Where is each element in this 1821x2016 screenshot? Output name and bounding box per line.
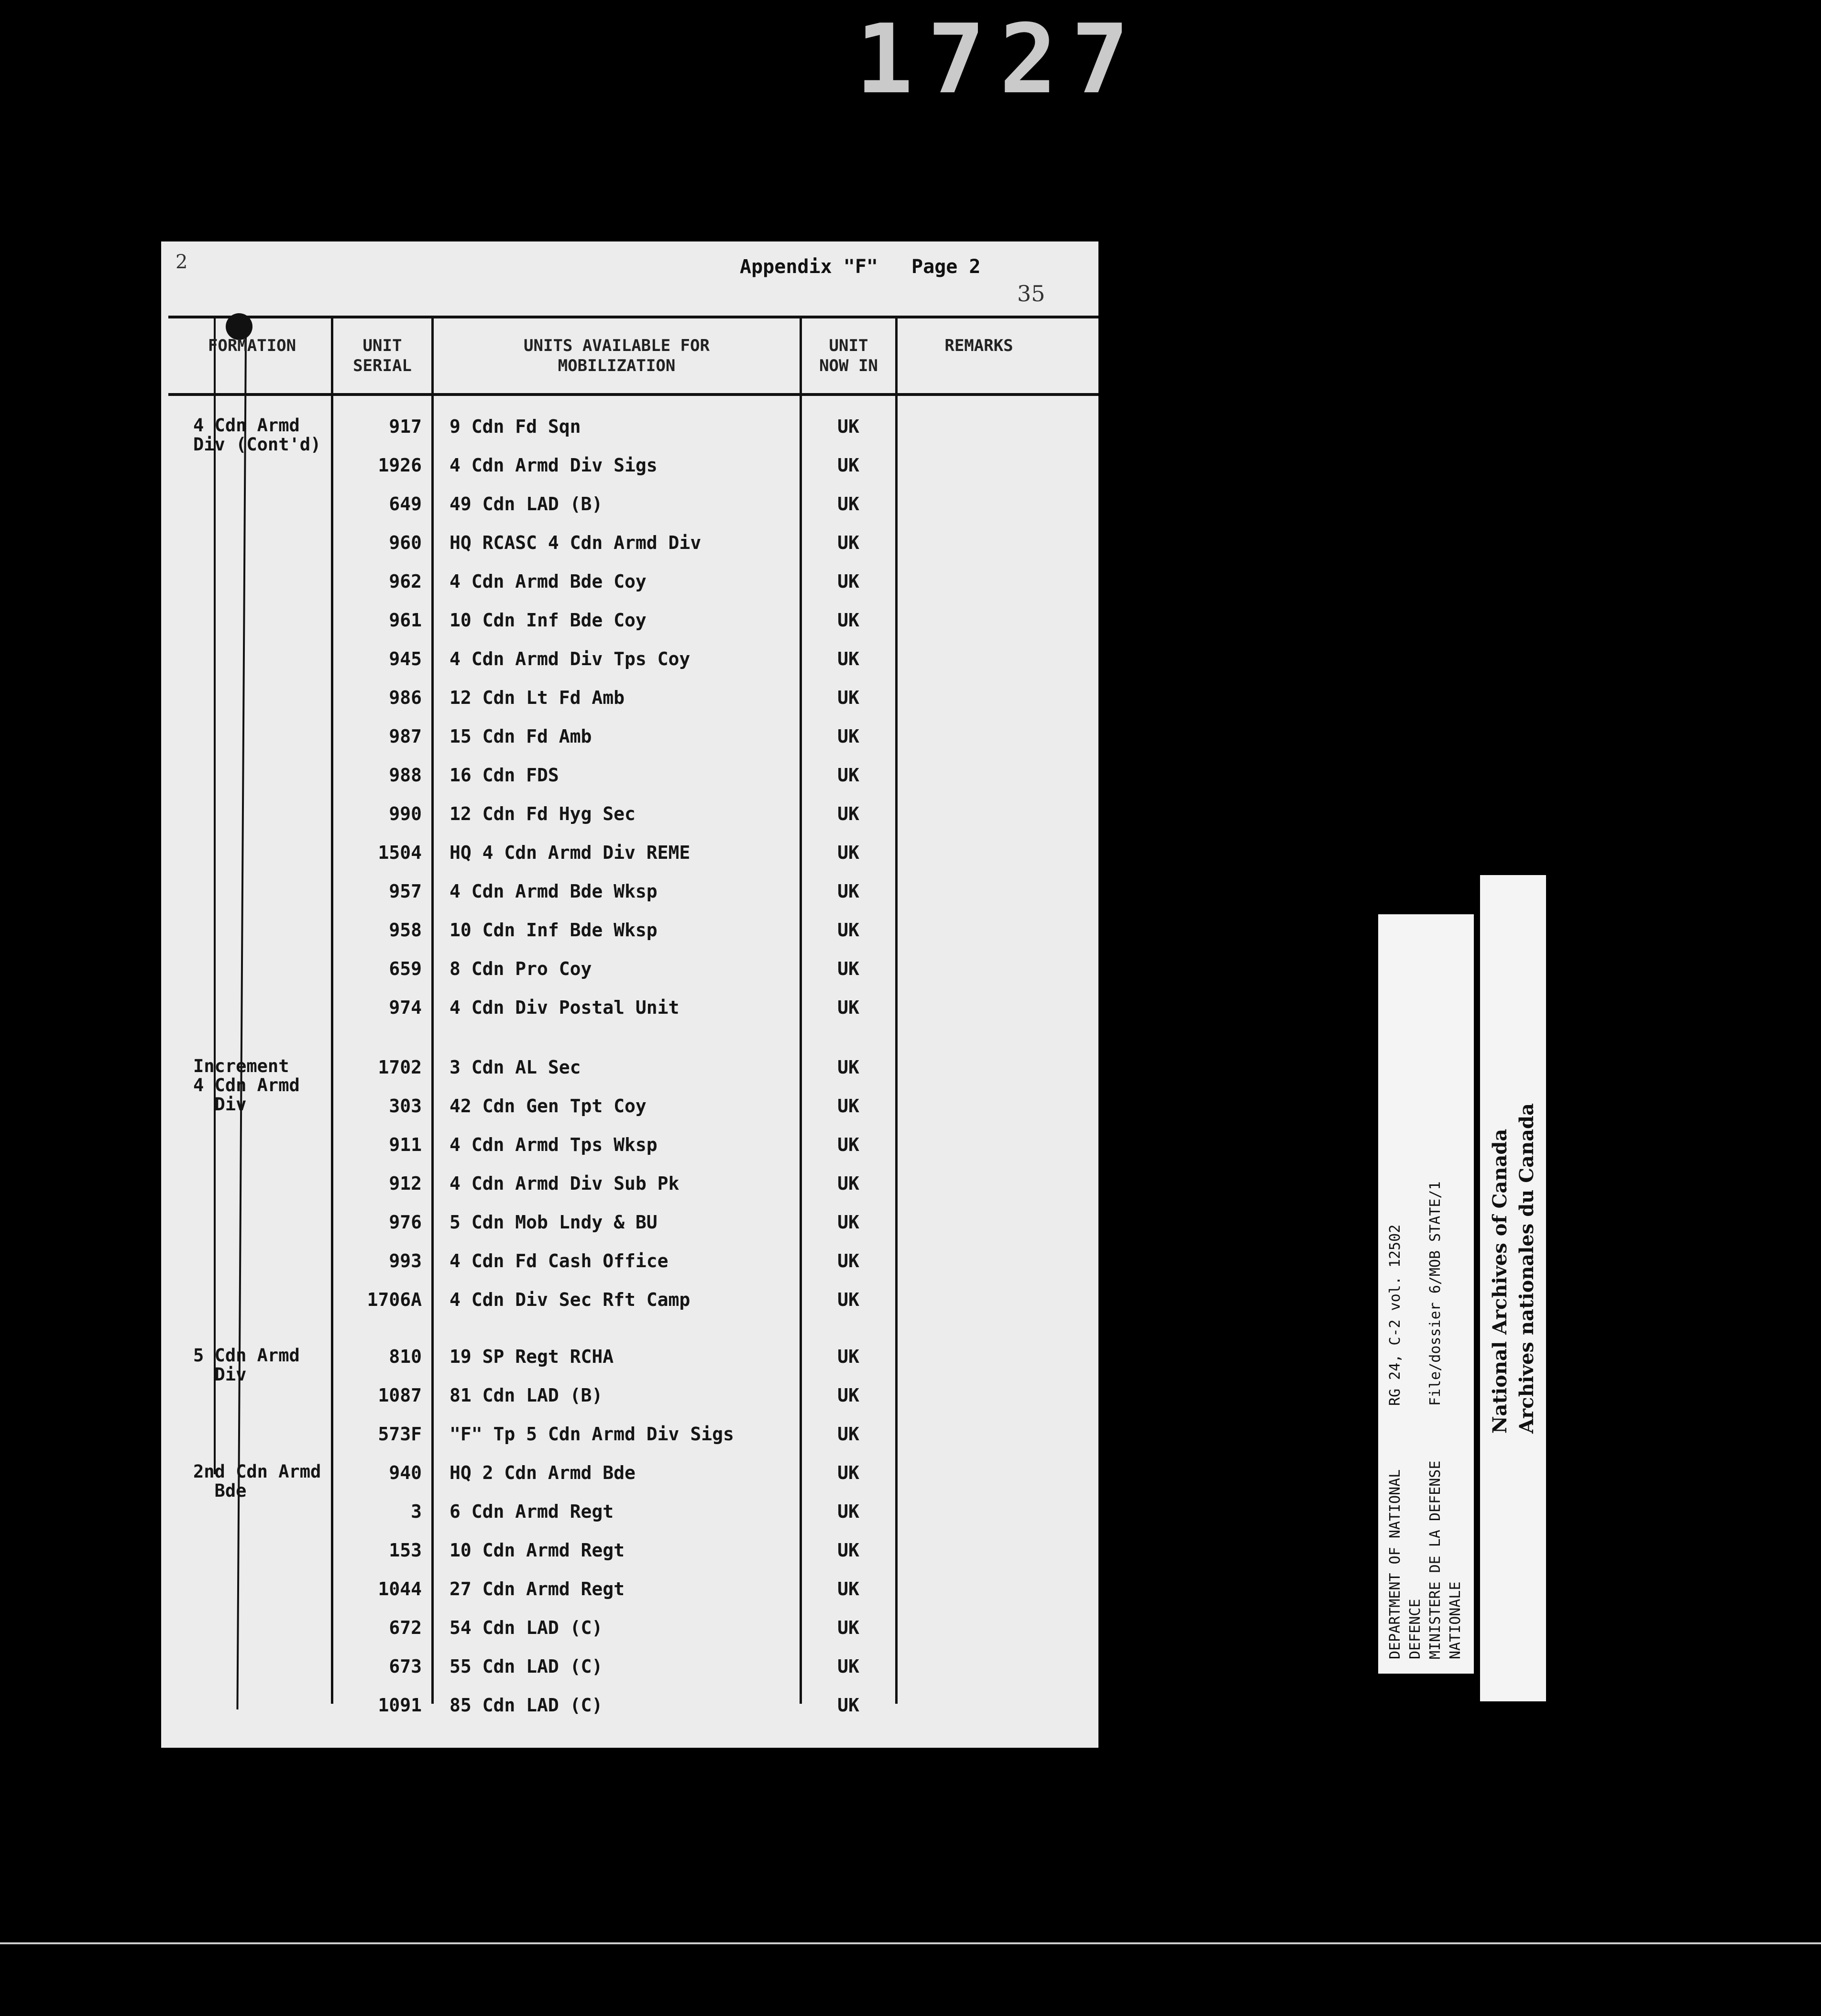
archive-label-line: MINISTERE DE LA DEFENSE: [1427, 1460, 1444, 1659]
unit-now-in: UK: [837, 1346, 859, 1367]
unit-now-in: UK: [837, 1134, 859, 1155]
unit-serial: 957: [389, 881, 422, 902]
unit-now-in: UK: [837, 1173, 859, 1194]
unit-name: 10 Cdn Inf Bde Wksp: [450, 920, 658, 941]
unit-name: 4 Cdn Armd Tps Wksp: [450, 1134, 658, 1155]
unit-serial: 810: [389, 1346, 422, 1367]
unit-name: 8 Cdn Pro Coy: [450, 958, 592, 979]
unit-now-in: UK: [837, 610, 859, 631]
unit-name: HQ 2 Cdn Armd Bde: [450, 1462, 636, 1483]
unit-name: 4 Cdn Div Sec Rft Camp: [450, 1289, 691, 1310]
archive-name-line: Archives nationales du Canada: [1515, 1103, 1538, 1434]
unit-name: 4 Cdn Armd Div Sub Pk: [450, 1173, 680, 1194]
unit-serial: 1706A: [367, 1289, 422, 1310]
unit-name: 10 Cdn Inf Bde Coy: [450, 610, 647, 631]
unit-name: "F" Tp 5 Cdn Armd Div Sigs: [450, 1424, 734, 1445]
unit-name: 12 Cdn Fd Hyg Sec: [450, 803, 636, 824]
unit-now-in: UK: [837, 416, 859, 437]
unit-serial: 573F: [378, 1424, 422, 1445]
formation-label: Increment 4 Cdn Armd Div: [193, 1056, 300, 1115]
header-formation: FORMATION: [208, 336, 296, 355]
unit-name: 4 Cdn Fd Cash Office: [450, 1250, 669, 1271]
unit-serial: 1702: [378, 1057, 422, 1078]
unit-serial: 917: [389, 416, 422, 437]
unit-name: 42 Cdn Gen Tpt Coy: [450, 1096, 647, 1117]
formation-guide-rule: [236, 337, 247, 1709]
unit-now-in: UK: [837, 997, 859, 1018]
unit-name: 4 Cdn Armd Bde Wksp: [450, 881, 658, 902]
unit-serial: 945: [389, 648, 422, 669]
unit-now-in: UK: [837, 455, 859, 476]
unit-now-in: UK: [837, 493, 859, 515]
formation-label: 4 Cdn Armd Div (Cont'd): [193, 415, 321, 455]
unit-serial: 962: [389, 571, 422, 592]
unit-now-in: UK: [837, 920, 859, 941]
header-remarks: REMARKS: [944, 336, 1013, 355]
unit-serial: 673: [389, 1656, 422, 1677]
unit-serial: 961: [389, 610, 422, 631]
unit-name: 4 Cdn Armd Div Tps Coy: [450, 648, 691, 669]
unit-serial: 960: [389, 532, 422, 553]
formation-label: 5 Cdn Armd Div: [193, 1345, 300, 1385]
unit-name: 49 Cdn LAD (B): [450, 493, 603, 515]
unit-name: 4 Cdn Armd Bde Coy: [450, 571, 647, 592]
unit-name: 12 Cdn Lt Fd Amb: [450, 687, 625, 708]
unit-now-in: UK: [837, 1424, 859, 1445]
unit-now-in: UK: [837, 1250, 859, 1271]
unit-serial: 303: [389, 1096, 422, 1117]
document-sheet: [161, 241, 1098, 1748]
unit-now-in: UK: [837, 726, 859, 747]
unit-serial: 940: [389, 1462, 422, 1483]
unit-name: HQ 4 Cdn Armd Div REME: [450, 842, 691, 863]
unit-name: 55 Cdn LAD (C): [450, 1656, 603, 1677]
archive-name-line: National Archives of Canada: [1489, 1129, 1511, 1434]
page-label: Page 2: [911, 256, 981, 278]
archive-name-text: [1480, 875, 1546, 1701]
unit-serial: 988: [389, 765, 422, 786]
archive-reference-label: [1378, 914, 1474, 1674]
unit-serial: 958: [389, 920, 422, 941]
formation-label: 2nd Cdn Armd Bde: [193, 1461, 321, 1501]
unit-serial: 649: [389, 493, 422, 515]
header-unit-serial: UNIT SERIAL: [353, 336, 412, 375]
unit-name: 27 Cdn Armd Regt: [450, 1578, 625, 1600]
unit-serial: 659: [389, 958, 422, 979]
unit-now-in: UK: [837, 687, 859, 708]
archive-name-label: [1480, 875, 1546, 1701]
unit-now-in: UK: [837, 881, 859, 902]
archive-label-line: DEFENCE: [1407, 1599, 1424, 1659]
unit-name: 3 Cdn AL Sec: [450, 1057, 581, 1078]
unit-serial: 911: [389, 1134, 422, 1155]
unit-serial: 1504: [378, 842, 422, 863]
unit-serial: 912: [389, 1173, 422, 1194]
unit-name: 4 Cdn Armd Div Sigs: [450, 455, 658, 476]
unit-name: 9 Cdn Fd Sqn: [450, 416, 581, 437]
unit-now-in: UK: [837, 1057, 859, 1078]
header-units-available: UNITS AVAILABLE FOR MOBILIZATION: [524, 336, 710, 375]
unit-name: 10 Cdn Armd Regt: [450, 1540, 625, 1561]
unit-serial: 974: [389, 997, 422, 1018]
unit-now-in: UK: [837, 1578, 859, 1600]
handwritten-page-number: 35: [1017, 281, 1045, 307]
unit-serial: 986: [389, 687, 422, 708]
unit-now-in: UK: [837, 1289, 859, 1310]
archive-reference-text: [1378, 914, 1474, 1674]
unit-serial: 990: [389, 803, 422, 824]
unit-serial: 993: [389, 1250, 422, 1271]
unit-name: 85 Cdn LAD (C): [450, 1695, 603, 1716]
unit-name: 15 Cdn Fd Amb: [450, 726, 592, 747]
unit-now-in: UK: [837, 1462, 859, 1483]
unit-now-in: UK: [837, 1096, 859, 1117]
unit-now-in: UK: [837, 803, 859, 824]
header-bottom-rule: [168, 393, 1098, 396]
unit-serial: 1926: [378, 455, 422, 476]
unit-serial: 3: [411, 1501, 422, 1522]
unit-now-in: UK: [837, 1540, 859, 1561]
unit-name: 5 Cdn Mob Lndy & BU: [450, 1212, 658, 1233]
unit-name: 4 Cdn Div Postal Unit: [450, 997, 680, 1018]
unit-now-in: UK: [837, 1656, 859, 1677]
unit-name: 19 SP Regt RCHA: [450, 1346, 614, 1367]
formation-guide-rule: [214, 317, 216, 1474]
unit-name: 81 Cdn LAD (B): [450, 1385, 603, 1406]
unit-now-in: UK: [837, 842, 859, 863]
archive-label-reference: RG 24, C-2 vol. 12502: [1387, 1224, 1404, 1406]
film-edge-rule: [0, 1942, 1821, 1944]
frame-number: 1727: [856, 4, 1143, 115]
unit-now-in: UK: [837, 1695, 859, 1716]
unit-now-in: UK: [837, 1617, 859, 1638]
unit-serial: 1091: [378, 1695, 422, 1716]
unit-name: 16 Cdn FDS: [450, 765, 559, 786]
unit-now-in: UK: [837, 765, 859, 786]
header-unit-now-in: UNIT NOW IN: [819, 336, 878, 375]
unit-now-in: UK: [837, 1212, 859, 1233]
corner-mark: 2: [176, 251, 188, 273]
unit-serial: 153: [389, 1540, 422, 1561]
archive-label-line: NATIONALE: [1447, 1581, 1464, 1659]
appendix-label: Appendix "F": [740, 256, 878, 278]
archive-label-reference: File/dossier 6/MOB STATE/1: [1427, 1181, 1444, 1406]
archive-label-line: DEPARTMENT OF NATIONAL: [1387, 1469, 1404, 1659]
unit-name: 6 Cdn Armd Regt: [450, 1501, 614, 1522]
unit-now-in: UK: [837, 958, 859, 979]
column-rule: [431, 317, 434, 1704]
unit-name: HQ RCASC 4 Cdn Armd Div: [450, 532, 702, 553]
page-reference: [740, 256, 1014, 278]
unit-now-in: UK: [837, 532, 859, 553]
header-top-rule: [168, 316, 1098, 318]
unit-name: 54 Cdn LAD (C): [450, 1617, 603, 1638]
unit-serial: 672: [389, 1617, 422, 1638]
unit-serial: 1044: [378, 1578, 422, 1600]
unit-serial: 1087: [378, 1385, 422, 1406]
unit-now-in: UK: [837, 1385, 859, 1406]
unit-serial: 987: [389, 726, 422, 747]
unit-now-in: UK: [837, 1501, 859, 1522]
unit-serial: 976: [389, 1212, 422, 1233]
unit-now-in: UK: [837, 648, 859, 669]
unit-now-in: UK: [837, 571, 859, 592]
